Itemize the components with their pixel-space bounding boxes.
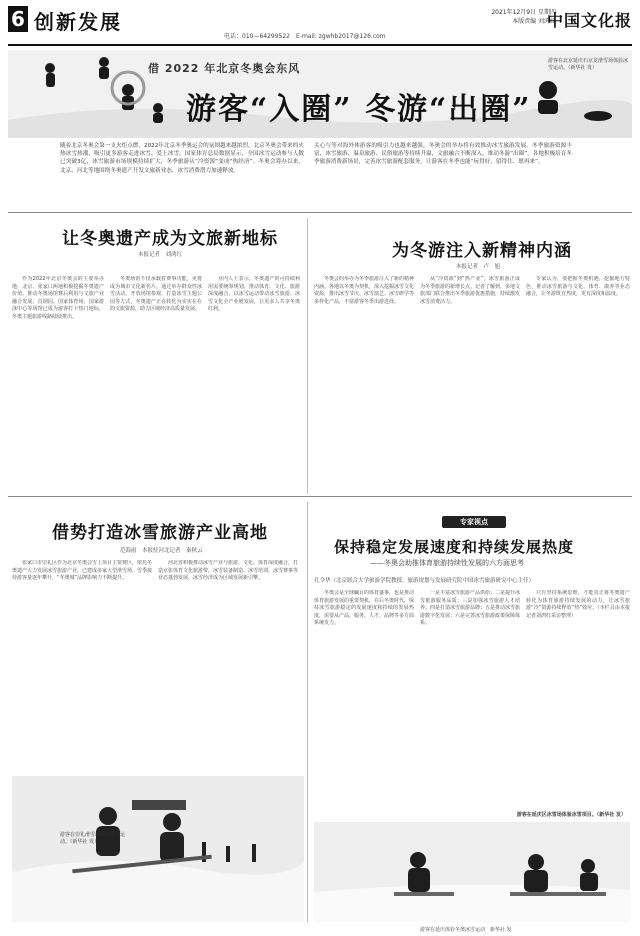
story3-title: 借势打造冰雪旅游产业高地 <box>52 523 268 543</box>
banner-headline: 游客“入圈” 冬游“出圈” <box>186 92 532 127</box>
story1-column-b: 冬奥场馆不仅承载着赛事功能，更将成为城市文化新名片。通过举办群众性冰雪活动、开放场馆参观、打造冰雪主题公园等方式，冬奥遗产正在转化为实实在在的文旅资源，助力区域经济高质量发展。 <box>110 276 202 313</box>
masthead <box>8 4 632 46</box>
story2-column-b: 从“冷资源”到“热产业”，冰雪旅游正成为冬季旅游的新增长点。记者了解到，多地文旅部门联合推出冬季旅游优惠措施，持续激发冰雪消费活力。 <box>420 276 520 305</box>
story1-column-c: 业内人士表示，冬奥遗产的可持续利用需要统筹规划，推动体育、文化、旅游深度融合，以冰雪运动带动冰雪旅游、冰雪文化全产业链发展，让更多人共享冬奥红利。 <box>208 276 300 313</box>
story2-column-c: 专家认为，要把握冬奥机遇，挖掘地方特色，推动冰雪旅游与文化、体育、康养等业态融合，让冬游既有热度，更有深度和温度。 <box>526 276 630 298</box>
ski-photo-left <box>12 776 304 922</box>
banner-photo-caption: 游客在北京延庆石京龙滑雪场体验冰雪运动。（新华社 发） <box>548 58 629 71</box>
editor-line: 本版责编 刘鸿红 <box>512 18 556 25</box>
story4-title: 保持稳定发展速度和持续发展热度 <box>334 538 575 556</box>
lead-banner <box>8 50 632 138</box>
ski-photo-left-image <box>12 776 304 922</box>
ski-photo-left-caption: 游客在崇礼滑雪场体验冰雪运动。（新华社 发） <box>60 832 126 845</box>
issue-date <box>476 8 556 26</box>
column-divider <box>307 218 308 494</box>
story4-subtitle: ——冬奥会助推体育旅游持续性发展的六方面思考 <box>370 559 524 567</box>
ski-photo-right <box>314 822 630 922</box>
story3-column-b: 河北省积极推动冰雪产业与旅游、文化、体育深度融合，打造京张体育文化旅游带，冰雪装备制造、冰雪培训、冰雪赛事等业态蓬勃发展，冰雪经济成为区域发展新引擎。 <box>158 560 298 582</box>
story1-title: 让冬奥遗产成为文旅新地标 <box>62 229 278 249</box>
contact-line: 电话：010—64299522 E-mail: zgwhb2017@126.com <box>224 33 386 40</box>
story2-column-a: 冬奥会的举办为冬季旅游注入了新的精神内涵。各地以冬奥为契机，深入挖掘冰雪文化资源，推出冰雪节庆、冰雪演艺、冰雪研学等多样化产品，丰富游客冬季出游选择。 <box>314 276 414 305</box>
story4-byline: 孔令华（北京联合大学旅游学院教授、旅游规划与发展研究院中国冰雪旅游研究中心主任） <box>314 578 535 584</box>
section-divider <box>8 212 632 213</box>
story3-byline: 范海雨 本报驻河北记者 秦秋云 <box>120 548 203 554</box>
ski-photo-right-caption: 游客在延庆区冰雪场体验冰雪项目。（新华社 发） <box>516 812 626 818</box>
section-divider <box>8 496 632 497</box>
story1-byline: 本报记者 刘鸿红 <box>138 252 183 258</box>
story3-column-a: 张家口市崇礼区作为北京冬奥会雪上项目主要赛区，依托冬奥遗产大力发展冰雪旅游产业，已建成多家大型滑雪场，雪季接待游客量逐年攀升，“冬奥城”品牌影响力不断提升。 <box>12 560 152 582</box>
page-number: 6 <box>8 6 28 32</box>
story1-column-a: 作为2022年北京冬奥会的主要举办地，北京、张家口两地积极挖掘冬奥遗产价值，推动冬奥场馆赛后利用与文旅产业融合发展。首钢园、国家体育场、国家游泳中心等场馆已成为游客打卡热门地标，冬奥主题旅游线路陆续推出。 <box>12 276 104 320</box>
story4-column-a: 冬奥会是全球瞩目的体育盛事，也是推动体育旅游发展的重要契机。在后冬奥时代，保持冰雪旅游稳定的发展速度和持续的发展热度，需要从产品、服务、人才、品牌等多方面系统发力。 <box>314 590 414 627</box>
story4-column-c: 只有坚持系统思维，才能真正将冬奥遗产转化为体育旅游持续发展的动力，让冰雪旅游“冷”资源持续释放“热”效应。（本栏目由本报记者刘鸿红采访整理） <box>526 590 630 619</box>
column-divider <box>307 502 308 922</box>
story4-column-b: 一是丰富冰雪旅游产品供给；二是提升冰雪旅游服务品质；三是加强冰雪旅游人才培养；四是打造冰雪旅游品牌；五是推动冰雪旅游数字化发展；六是完善冰雪旅游政策保障体系。 <box>420 590 520 627</box>
expert-view-tag: 专家视点 <box>442 516 506 528</box>
issue-date-line: 2021年12月9日 星期四 <box>491 9 556 16</box>
section-title: 创新发展 <box>34 10 122 34</box>
newspaper-logo: 中国文化报 <box>546 11 632 30</box>
footer-photo-note: 游客在延庆体验冬奥冰雪运动 新华社 发 <box>420 927 512 933</box>
lead-paragraph-left: 随着北京冬奥会第一支火炬点燃，2022年北京冬季奥运会的氛围越来越浓烈，北京冬奥会带来的火热冰雪热潮，吸引更多游客走进冰雪、爱上冰雪。国家体育总局数据显示，全国冰雪运动参与人数已突破3亿，冰雪旅游市场规模持续扩大，冬季旅游从“冷资源”变成“热经济”。冬奥会筹办以来，北京、河北等地围绕冬奥遗产开发文旅新业态，冰雪消费潜力加速释放。 <box>60 143 304 174</box>
banner-kicker: 借 2022 年北京冬奥会东风 <box>148 62 301 75</box>
story2-byline: 本报记者 卢 旭 <box>456 264 501 270</box>
story2-title: 为冬游注入新精神内涵 <box>392 241 572 261</box>
lead-paragraph-right: 关心与等对海外体游客的吸引力也越来越强，冬奥会的举办将有效推动冰雪旅游发展。冬季旅游资源丰富，冰雪旅游、温泉旅游、民俗旅游等持续升温，文旅融合不断深入，推动冬游“出圈”。各地积极培育冬季旅游消费新场景，完善冰雪旅游配套服务，让游客在冬季也能“玩得好、留得住、愿再来”。 <box>314 143 572 166</box>
ski-photo-right-image <box>314 822 630 922</box>
